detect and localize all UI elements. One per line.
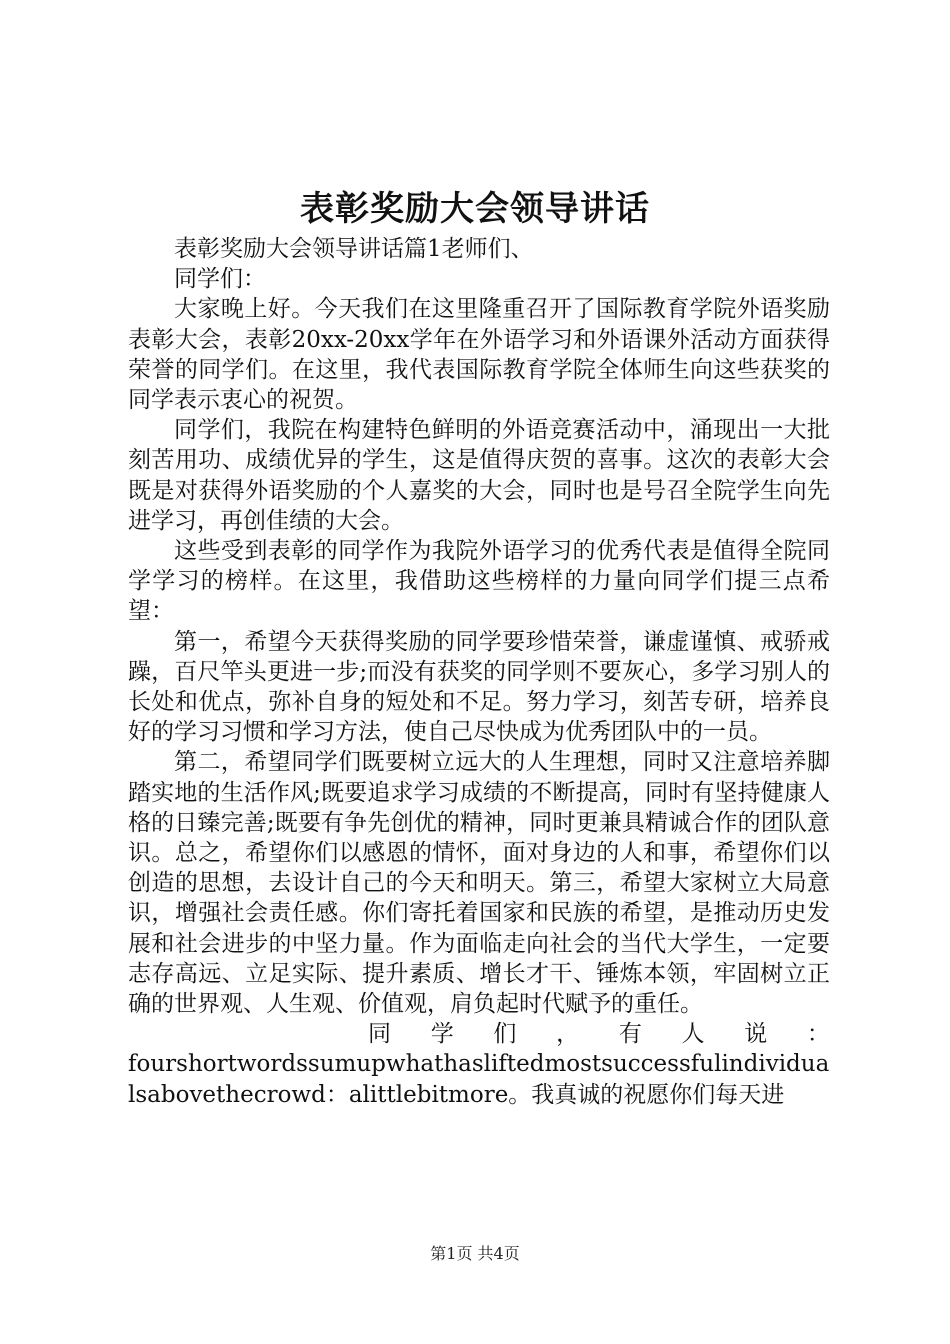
paragraph-welcome: 大家晚上好。今天我们在这里隆重召开了国际教育学院外语奖励表彰大会，表彰20xx-20xx学年在外语学习和外语课外活动方面获得荣誉的同学们。在这里，我代表国际教育学院全体师生向这些获奖的同学表示衷心的祝贺。	[128, 296, 830, 414]
spaced-quote-intro	[128, 1019, 830, 1049]
paragraph-closing: fourshortwordssumupwhathasliftedmostsuccessfulindividualsabovethecrowd：alittlebitmore。我真诚的祝愿你们每天进	[128, 1051, 830, 1108]
spaced-char: ：	[806, 1021, 830, 1048]
spaced-char: ，	[556, 1021, 580, 1048]
paragraph-first-hope: 第一，希望今天获得奖励的同学要珍惜荣誉，谦虚谨慎、戒骄戒躁，百尺竿头更进一步;而没有获奖的同学则不要灰心，多学习别人的长处和优点，弥补自身的短处和不足。努力学习，刻苦专研，培养良好的学习习惯和学习方法，使自己尽快成为优秀团队中的一员。	[128, 628, 830, 746]
paragraph-role-models: 这些受到表彰的同学作为我院外语学习的优秀代表是值得全院同学学习的榜样。在这里，我借助这些榜样的力量向同学们提三点希望：	[128, 538, 830, 625]
spaced-char: 有	[618, 1021, 642, 1048]
spaced-char: 同	[368, 1021, 391, 1048]
document-title: 表彰奖励大会领导讲话	[300, 189, 650, 229]
spaced-char: 们	[493, 1021, 517, 1048]
paragraph-intro: 表彰奖励大会领导讲话篇1老师们、	[174, 236, 534, 262]
paragraph-second-third-hope: 第二，希望同学们既要树立远大的人生理想，同时又注意培养脚踏实地的生活作风;既要追求学习成绩的不断提高，同时有坚持健康人格的日臻完善;既要有争先创优的精神，同时更兼具精诚合作的团队意识。总之，希望你们以感恩的情怀，面对身边的人和事，希望你们以创造的思想，去设计自己的今天和明天。第三，希望大家树立大局意识，增强社会责任感。你们寄托着国家和民族的希望，是推动历史发展和社会进步的中坚力量。作为面临走向社会的当代大学生，一定要志存高远、立足实际、提升素质、增长才干、锤炼本领，牢固树立正确的世界观、人生观、价值观，肩负起时代赋予的重任。	[128, 749, 830, 1018]
spaced-char: 说	[744, 1021, 768, 1048]
page-footer: 第1页 共4页	[430, 1244, 520, 1263]
spaced-char: 学	[430, 1021, 454, 1048]
document-body	[128, 234, 830, 1110]
paragraph-greeting: 同学们：	[174, 266, 266, 293]
spaced-char: 人	[681, 1021, 705, 1048]
paragraph-achievement: 同学们，我院在构建特色鲜明的外语竞赛活动中，涌现出一大批刻苦用功、成绩优异的学生，这是值得庆贺的喜事。这次的表彰大会既是对获得外语奖励的个人嘉奖的大会，同时也是号召全院学生向先进学习，再创佳绩的大会。	[128, 417, 830, 534]
